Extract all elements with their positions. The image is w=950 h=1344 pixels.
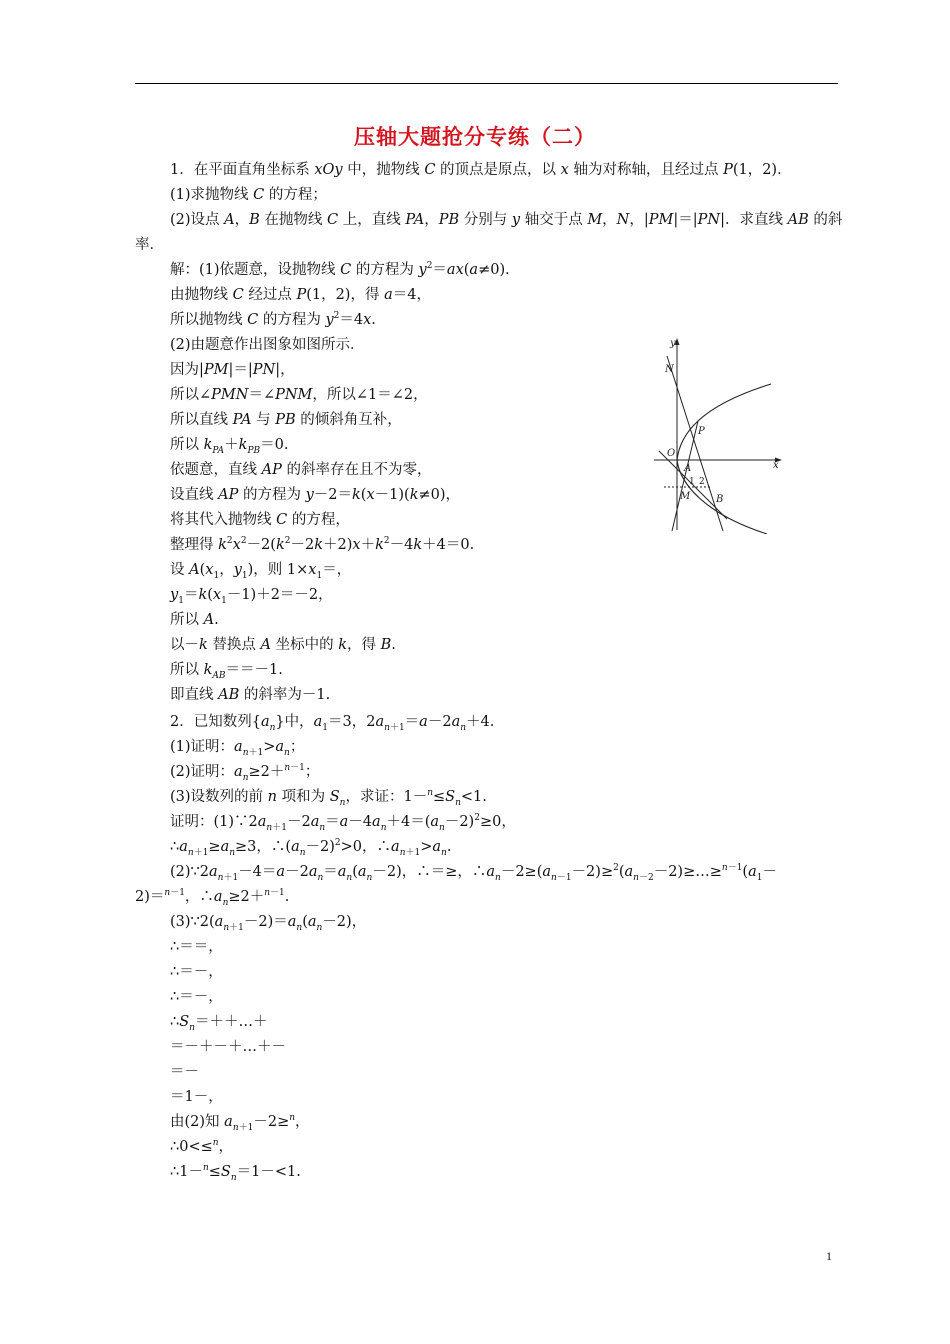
label-a: A — [684, 463, 692, 474]
label-m: M — [680, 491, 691, 502]
solution-1-line-6: 所以∠PMN＝∠PNM，所以∠1＝∠2， — [170, 387, 428, 403]
solution-1-line-15: 所以 A. — [170, 612, 219, 628]
solution-2-line-1: 证明：$(1)\because 2a_{n+1}-2a_n=a-4a_n+4=(a_n-2)^2\ge 0$， — [170, 813, 516, 833]
page-number: 1 — [826, 1249, 832, 1263]
solution-2-line-6: ∴＝－， — [170, 964, 223, 980]
solution-1-line-7: 所以直线 PA 与 PB 的倾斜角互补， — [170, 412, 402, 428]
solution-1-line-5: 因为|PM|＝|PN|， — [170, 362, 295, 378]
line-pb — [667, 356, 723, 531]
solution-2-line-5: ∴＝＝， — [170, 939, 223, 955]
solution-1-line-2: 由抛物线 C 经过点 P(1，2)，得 a＝4， — [170, 287, 431, 303]
label-angle-1: 1 — [689, 477, 695, 487]
solution-1-line-3: 所以抛物线 C 的方程为 $y^2=4x$. — [170, 311, 376, 328]
solution-1-line-9: 依题意，直线 AP 的斜率存在且不为零， — [170, 462, 432, 478]
label-b: B — [716, 494, 724, 505]
solution-1-line-8: 所以 $k_{PA}+k_{PB}=0$. — [170, 437, 289, 456]
solution-2-line-4: $(3)\because 2(a_{n+1}-2)=a_n(a_n-2)$， — [170, 914, 367, 933]
label-y: y — [670, 338, 676, 349]
solution-2-line-12: 由(2)知 $a_{n+1}-2\ge^n$， — [170, 1113, 310, 1133]
label-p: P — [698, 426, 705, 437]
problem-1-part-2-cont: 率． — [135, 237, 164, 253]
header-rule — [135, 83, 838, 84]
problem-1-stem: 1．在平面直角坐标系 xOy 中，抛物线 C 的顶点是原点，以 x 轴为对称轴，且经过点 P(1，2)． — [170, 162, 792, 178]
label-x: x — [773, 460, 779, 471]
solution-2-line-8: $\therefore S_n=++\dots+$ — [170, 1014, 268, 1033]
problem-1-part-2: (2)设点 A，B 在抛物线 C 上，直线 PA，PB 分别与 y 轴交于点 M，N，|PM|＝|PN|．求直线 AB 的斜 — [170, 212, 843, 228]
solution-2-line-3: $(2)\because 2a_{n+1}-4=a-2a_n=a_n(a_n-2)$，∴＝≥，$\therefore a_n-2\ge(a_{n-1}-2)\ge^2(a_{n-2}-2)\ge\dots\ge^{n-1}(a_1-$ — [170, 863, 777, 883]
solution-2-line-14: $\therefore 1-^n\le S_n=1-<1$. — [170, 1163, 301, 1183]
solution-1-line-18: 即直线 AB 的斜率为－1. — [170, 687, 331, 703]
problem-1-part-1: (1)求抛物线 C 的方程； — [170, 187, 327, 203]
page-title: 压轴大题抢分专练（二） — [354, 124, 596, 149]
parabola-figure — [650, 334, 790, 534]
label-angle-2: 2 — [699, 477, 705, 487]
solution-1-line-13: 设 $A(x_1$，$y_1$)，则 $1\times x_1=$， — [170, 562, 352, 581]
solution-2-line-7: ∴＝－， — [170, 989, 223, 1005]
label-n: N — [665, 364, 674, 375]
solution-1-line-11: 将其代入抛物线 C 的方程， — [170, 512, 350, 528]
solution-1-line-16: 以－k 替换点 A 坐标中的 k，得 B. — [170, 637, 396, 653]
problem-2-part-2: (2)证明：$a_n\ge 2+^{n-1}$； — [170, 763, 320, 783]
problem-2-stem: 2．已知数列$\{a_n\}$中，$a_1=3$，$2a_{n+1}=a-2a_n+4$. — [170, 714, 495, 733]
solution-1-line-14: $y_1=k(x_1-1)+2=-2$， — [170, 587, 333, 606]
problem-2-part-1: (1)证明：$a_{n+1}>a_n$； — [170, 739, 305, 758]
solution-2-line-3-cont: 2)＝$^{n-1}$，$\therefore a_n\ge 2+^{n-1}$. — [135, 888, 290, 908]
solution-1-line-17: 所以 $k_{AB}==-1$. — [170, 662, 283, 681]
solution-1-line-12: 整理得 $k^2x^2-2(k^2-2k+2)x+k^2-4k+4=0$. — [170, 536, 475, 553]
solution-2-line-9: ＝－＋－＋…＋－ — [170, 1039, 286, 1055]
solution-2-line-2: $\therefore a_{n+1}\ge a_n\ge 3$，$\therefore(a_n-2)^2>0$，$\therefore a_{n+1}>a_n$. — [170, 838, 452, 858]
solution-1-line-4: (2)由题意作出图象如图所示． — [170, 337, 365, 353]
solution-1-line-10: 设直线 AP 的方程为 y－2＝k(x－1)(k≠0)， — [170, 487, 461, 503]
label-o: O — [667, 448, 676, 459]
solution-1-line-1: 解：(1)依题意，设抛物线 C 的方程为 $y^2=ax(a\ne 0)$． — [170, 261, 520, 278]
solution-2-line-10: ＝－ — [170, 1064, 199, 1080]
problem-2-part-3: (3)设数列的前 n 项和为 $S_n$，求证：$1-^n\le S_n<1$. — [170, 788, 487, 808]
solution-2-line-13: ∴0<≤$^n$， — [170, 1138, 234, 1155]
solution-2-line-11: ＝1－， — [170, 1089, 223, 1105]
